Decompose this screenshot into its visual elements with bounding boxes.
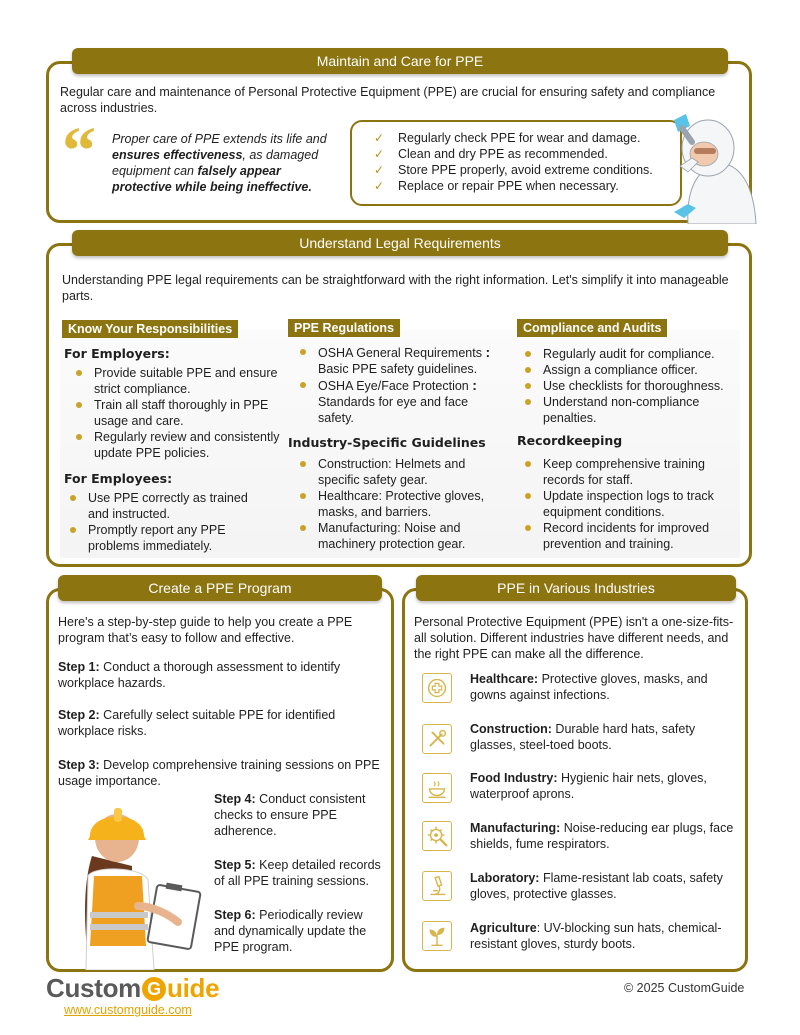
maintain-checklist [372,130,672,194]
step-2: Step 2: Carefully select suitable PPE for identified workplace risks. [58,708,336,738]
maintain-quote: Proper care of PPE extends its life and ensures effectiveness, as damaged equipment can falsely appear protective while being ineffective. [112,132,327,194]
check-item: ✓ Regularly check PPE for wear and damage. [374,131,641,145]
list-item: Record incidents for improved prevention and training. [517,520,727,552]
list-item: Provide suitable PPE and ensure strict compliance. [68,365,286,397]
medical-cross-icon [422,673,452,703]
list-item: Use checklists for thoroughness. [517,378,732,394]
industry-food: Food Industry: Hygienic hair nets, gloves, waterproof aprons. [470,771,707,801]
check-icon: ✓ [374,147,385,161]
tools-icon [422,724,452,754]
step-5: Step 5: Keep detailed records of all PPE training sessions. [214,858,381,888]
list-item: Healthcare: Protective gloves, masks, and barriers. [292,488,490,520]
list-item: Regularly review and consistently update PPE policies. [68,429,286,461]
industries-title: PPE in Various Industries [416,575,736,601]
list-item: Use PPE correctly as trained and instructed. [62,490,262,522]
step-1: Step 1: Conduct a thorough assessment to identify workplace hazards. [58,660,341,690]
employees-heading: For Employees: [64,471,173,486]
quote-mark-icon: “ [62,112,96,188]
legal-title: Understand Legal Requirements [72,230,728,256]
program-title: Create a PPE Program [58,575,382,601]
tag-regulations: PPE Regulations [288,319,400,337]
list-item: Regularly audit for compliance. [517,346,732,362]
industry-guidelines-heading: Industry-Specific Guidelines [288,435,486,450]
plant-icon [422,921,452,951]
check-icon: ✓ [374,163,385,177]
check-icon: ✓ [374,179,385,193]
check-item: ✓ Store PPE properly, avoid extreme conditions. [374,163,653,177]
recordkeeping-heading: Recordkeeping [517,433,623,448]
list-item: Manufacturing: Noise and machinery protection gear. [292,520,490,552]
worker-with-clipboard-illustration [72,796,202,970]
hazmat-worker-illustration [668,108,764,224]
tag-compliance: Compliance and Audits [517,319,667,337]
employers-list [68,365,286,461]
list-item: Promptly report any PPE problems immediately. [62,522,262,554]
tag-responsibilities: Know Your Responsibilities [62,320,238,338]
industry-manufacturing: Manufacturing: Noise-reducing ear plugs, face shields, fume respirators. [470,821,734,851]
step-6: Step 6: Periodically review and dynamically update the PPE program. [214,908,367,954]
microscope-icon [422,871,452,901]
food-bowl-icon [422,773,452,803]
audits-list [517,346,732,426]
recordkeeping-list [517,456,727,552]
list-item: Understand non-compliance penalties. [517,394,732,426]
step-3: Step 3: Develop comprehensive training sessions on PPE usage importance. [58,758,380,788]
list-item: Train all staff thoroughly in PPE usage and care. [68,397,286,429]
gear-wrench-icon [422,821,452,851]
industries-intro: Personal Protective Equipment (PPE) isn't a one-size-fits-all solution. Different industries have different needs, and the right PPE can make all the difference. [414,615,734,661]
industry-construction: Construction: Durable hard hats, safety glasses, steel-toed boots. [470,722,696,752]
website-link[interactable]: www.customguide.com [64,1003,192,1017]
maintain-intro: Regular care and maintenance of Personal Protective Equipment (PPE) are crucial for ensuring safety and compliance across industries. [60,85,716,115]
maintain-title: Maintain and Care for PPE [72,48,728,74]
copyright: © 2025 CustomGuide [624,981,745,995]
employers-heading: For Employers: [64,346,170,361]
employees-list [62,490,262,554]
step-4: Step 4: Conduct consistent checks to ensure PPE adherence. [214,792,366,838]
customguide-logo: Custom G uide [46,973,220,1003]
list-item: OSHA Eye/Face Protection : Standards for eye and face safety. [292,377,492,426]
industry-agriculture: Agriculture: UV-blocking sun hats, chemical-resistant gloves, sturdy boots. [470,921,722,951]
list-item: Keep comprehensive training records for staff. [517,456,727,488]
check-icon: ✓ [374,131,385,145]
logo-g-mark: G [142,977,166,1001]
list-item: Construction: Helmets and specific safety gear. [292,456,490,488]
list-item: Update inspection logs to track equipment conditions. [517,488,727,520]
list-item: OSHA General Requirements : Basic PPE safety guidelines. [292,344,492,377]
industry-healthcare: Healthcare: Protective gloves, masks, and gowns against infections. [470,672,708,702]
list-item: Assign a compliance officer. [517,362,732,378]
check-item: ✓ Clean and dry PPE as recommended. [374,147,608,161]
program-intro: Here's a step-by-step guide to help you create a PPE program that’s easy to follow and effective. [58,615,353,645]
industry-guidelines-list [292,456,490,552]
regulations-list [292,344,492,426]
industry-laboratory: Laboratory: Flame-resistant lab coats, safety gloves, protective glasses. [470,871,723,901]
legal-intro: Understanding PPE legal requirements can be straightforward with the right information. Let's simplify it into manageable parts. [62,273,729,303]
check-item: ✓ Replace or repair PPE when necessary. [374,179,619,193]
